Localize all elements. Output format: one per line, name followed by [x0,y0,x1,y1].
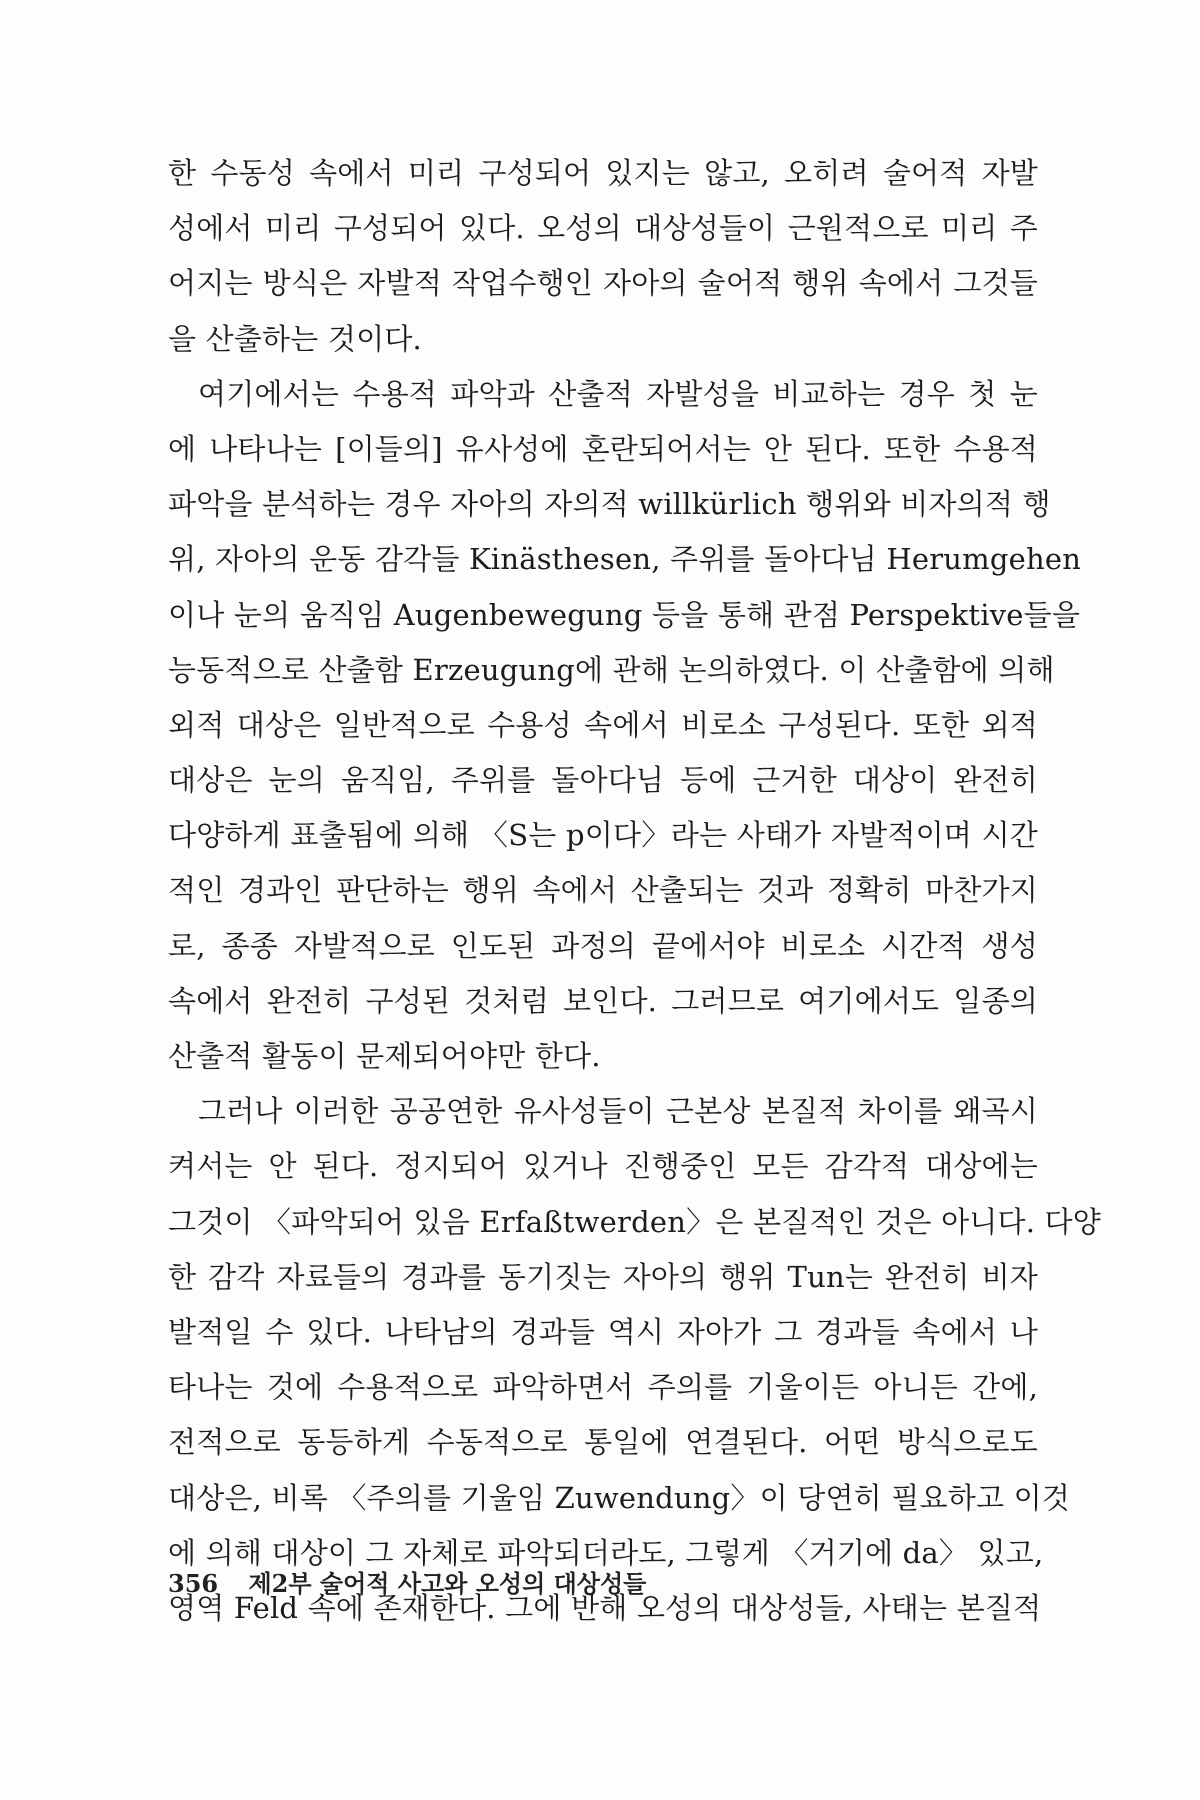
text-line: 발적일 수 있다. 나타남의 경과들 역시 자아가 그 경과들 속에서 나 [168,1314,1038,1349]
text-line: 속에서 완전히 구성된 것처럼 보인다. 그러므로 여기에서도 일종의 [168,983,1038,1018]
text-line: 여기에서는 수용적 파악과 산출적 자발성을 비교하는 경우 첫 눈 [198,376,1038,411]
text-line: 한 감각 자료들의 경과를 동기짓는 자아의 행위 Tun는 완전히 비자 [168,1259,1038,1294]
page-number: 356 [168,1569,219,1598]
text-line: 적인 경과인 판단하는 행위 속에서 산출되는 것과 정확히 마찬가지 [168,873,1038,908]
text-line: 성에서 미리 구성되어 있다. 오성의 대상성들이 근원적으로 미리 주 [168,211,1038,246]
text-line: 에 의해 대상이 그 자체로 파악되더라도, 그렇게 〈거기에 da〉 있고, [168,1535,1044,1570]
text-line: 그러나 이러한 공공연한 유사성들이 근본상 본질적 차이를 왜곡시 [198,1094,1038,1129]
text-line: 로, 종종 자발적으로 인도된 과정의 끝에서야 비로소 시간적 생성 [168,928,1038,963]
running-title: 제2부 술어적 사고와 오성의 대상성들 [248,1569,647,1598]
page-footer [168,1564,646,1599]
text-line: 외적 대상은 일반적으로 수용성 속에서 비로소 구성된다. 또한 외적 [168,707,1038,742]
text-line: 산출적 활동이 문제되어야만 한다. [168,1039,601,1073]
text-line: 어지는 방식은 자발적 작업수행인 자아의 술어적 행위 속에서 그것들 [168,266,1038,301]
text-line: 대상은 눈의 움직임, 주위를 돌아다님 등에 근거한 대상이 완전히 [168,763,1038,798]
text-line: 위, 자아의 운동 감각들 Kinästhesen, 주위를 돌아다님 Herumgehen [168,542,1082,577]
text-line: 타나는 것에 수용적으로 파악하면서 주의를 기울이든 아니든 간에, [168,1370,1038,1405]
text-line: 을 산출하는 것이다. [168,321,422,356]
text-line: 다양하게 표출됨에 의해 〈S는 p이다〉라는 사태가 자발적이며 시간 [168,818,1038,853]
body-text [168,146,1101,1636]
text-line: 이나 눈의 움직임 Augenbewegung 등을 통해 관점 Perspektive들을 [168,597,1081,632]
text-line: 영역 Feld 속에 존재한다. 그에 반해 오성의 대상성들, 사태는 본질적 [168,1590,1042,1625]
text-line: 전적으로 동등하게 수동적으로 통일에 연결된다. 어떤 방식으로도 [168,1425,1038,1460]
text-line: 한 수동성 속에서 미리 구성되어 있지는 않고, 오히려 술어적 자발 [168,156,1038,190]
text-line: 켜서는 안 된다. 정지되어 있거나 진행중인 모든 감각적 대상에는 [168,1149,1038,1184]
text-line: 그것이 〈파악되어 있음 Erfaßtwerden〉은 본질적인 것은 아니다. 다양 [168,1204,1101,1239]
text-line: 능동적으로 산출함 Erzeugung에 관해 논의하였다. 이 산출함에 의해 [168,652,1055,687]
text-line: 에 나타나는 [이들의] 유사성에 혼란되어서는 안 된다. 또한 수용적 [168,431,1038,466]
text-line: 대상은, 비록 〈주의를 기울임 Zuwendung〉이 당연히 필요하고 이것 [168,1480,1071,1515]
text-line: 파악을 분석하는 경우 자아의 자의적 willkürlich 행위와 비자의적 행 [168,487,1051,522]
